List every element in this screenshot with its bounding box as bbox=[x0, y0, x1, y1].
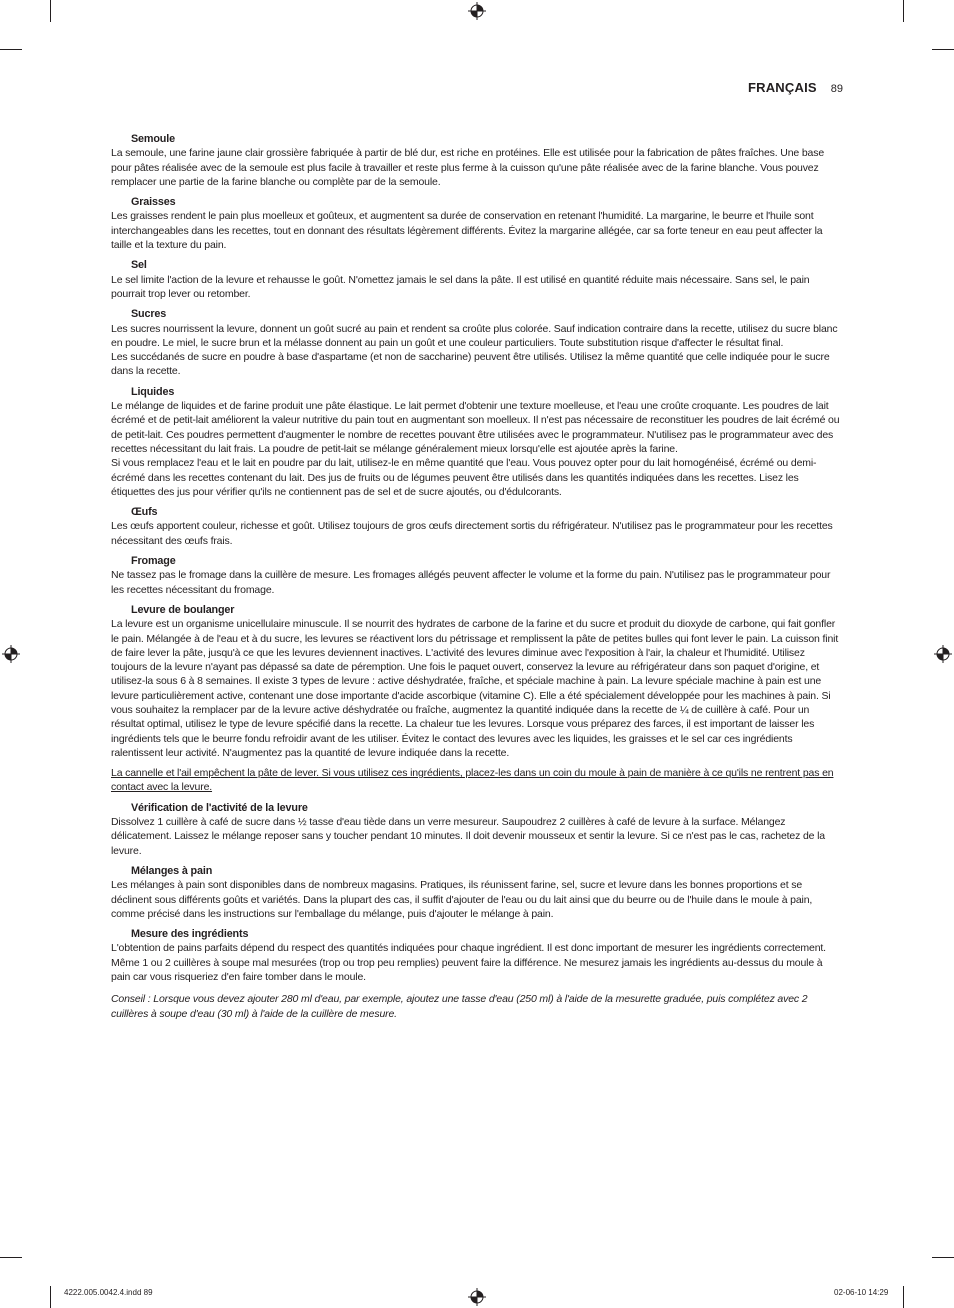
paragraph: Les mélanges à pain sont disponibles dans de nombreux magasins. Pratiques, ils réunissent farine, sel, sucre et levure dans les bonnes proportions et se déclinent sous différents goûts et variétés. Dans la plupart des cas, il suffit d'ajouter de l'eau ou du lait ainsi que du beurre ou de l'huile dans le moule à pain, comme précisé dans les instructions sur l'emballage du mélange, puis d'ajouter le mélange à pain. bbox=[111, 879, 813, 920]
section-body bbox=[111, 878, 843, 921]
crop-mark bbox=[903, 0, 904, 22]
section bbox=[111, 864, 843, 921]
paragraph: Les succédanés de sucre en poudre à base d'aspartame (et non de saccharine) peuvent être utilisés. Utilisez la même quantité que celle indiquée pour le sucre dans la recette. bbox=[111, 351, 830, 378]
crop-mark bbox=[903, 1286, 904, 1308]
section bbox=[111, 801, 843, 858]
registration-mark-icon bbox=[2, 645, 20, 663]
section bbox=[111, 307, 843, 378]
section bbox=[111, 258, 843, 301]
section bbox=[111, 132, 843, 189]
section-body bbox=[111, 568, 843, 597]
section-body bbox=[111, 519, 843, 548]
section-title: Semoule bbox=[131, 133, 175, 145]
paragraph: La semoule, une farine jaune clair grossière fabriquée à partir de blé dur, est riche en protéines. Elle est utilisée pour la fabrication de pâtes fraîches. Une base pour pâtes réalisée avec de la semoule est plus facile à travailler et reste plus ferme à la cuisson qu'une pâte réalisée avec de la farine blanche. Vous pouvez remplacer une partie de la farine blanche ou complète par de la semoule. bbox=[111, 147, 825, 188]
paragraph: Dissolvez 1 cuillère à café de sucre dans ½ tasse d'eau tiède dans un verre mesureur. Saupoudrez 2 cuillères à café de levure à la surface. Mélangez délicatement. Laissez le mélange reposer sans y toucher pendant 10 minutes. Il doit devenir mousseux et sentir la levure. Si ce n'est pas le cas, rachetez de la levure. bbox=[111, 816, 825, 857]
section-body bbox=[111, 815, 843, 858]
page-header bbox=[748, 80, 843, 95]
document-body bbox=[111, 132, 843, 1031]
section-body bbox=[111, 209, 843, 252]
crop-mark bbox=[0, 1257, 22, 1258]
section-body bbox=[111, 399, 843, 499]
section-title: Liquides bbox=[131, 385, 175, 398]
section-title: Vérification de l'activité de la levure bbox=[131, 801, 308, 814]
paragraph: Ne tassez pas le fromage dans la cuillère de mesure. Les fromages allégés peuvent affecter le volume et la forme du pain. N'utilisez pas le programmateur pour les recettes nécessitant du fromage. bbox=[111, 569, 831, 596]
registration-mark-icon bbox=[468, 1288, 486, 1306]
section bbox=[111, 927, 843, 984]
section-body bbox=[111, 617, 843, 760]
section-title: Levure de boulanger bbox=[131, 603, 235, 616]
paragraph: La levure est un organisme unicellulaire minuscule. Il se nourrit des hydrates de carbone de la farine et du sucre et produit du dioxyde de carbone, qui fait gonfler le pain. Mélangée à de l'eau et à du sucre, les levures se réactivent lors du pétrissage et remplissent la pâte de petites bulles qui font lever le pain. La cuisson finit de faire lever la pâte, jusqu'à ce que les levures deviennent inactives. L'activité des levures diminue avec l'exposition à l'air, la chaleur et l'humidité. Utilisez toujours de la levure n'ayant pas dépassé sa date de péremption. Une fois le paquet ouvert, conservez la levure au réfrigérateur dans son paquet d'origine, et utilisez-la sous 6 à 8 semaines. Il existe 3 types de levure : active déshydratée, fraîche, et spéciale machine à pain. La levure spéciale machine à pain est une levure particulièrement active, contenant une dose importante d'acide ascorbique (vitamine C). Elle a été spécialement développée pour les machines à pain. Si vous souhaitez la remplacer par de la levure active déshydratée ou fraîche, augmentez la quantité indiquée dans la recette de ¼ de cuillère à café. Pour un résultat optimal, utilisez le type de levure spécifié dans la recette. La chaleur tue les levures. Lorsque vous préparez des farces, il est important de laisser les ingrédients tels que le beurre fondu refroidir avant de les utiliser. Évitez le contact des levures avec les liquides, les graisses et le sel car ces ingrédients ralentissent leur activité. N'augmentez pas la quantité de levure indiquée dans la recette. bbox=[111, 618, 839, 759]
section-body bbox=[111, 146, 843, 189]
section bbox=[111, 554, 843, 597]
section-body bbox=[111, 941, 843, 984]
section-body bbox=[111, 273, 843, 302]
footer-file-info: 4222.005.0042.4.indd 89 bbox=[64, 1288, 153, 1297]
crop-mark bbox=[50, 0, 51, 22]
paragraph: Si vous remplacez l'eau et le lait en poudre par du lait, utilisez-le en même quantité que l'eau. Vous pouvez opter pour du lait homogénéisé, écrémé ou demi-écrémé dans les recettes contenant du lait. Des jus de fruits ou de légumes peuvent être utilisés dans les quantités indiquées dans les recettes. Lisez les étiquettes des jus pour vérifier qu'ils ne contiennent pas de sel et de sucre ajoutés, ou d'édulcorants. bbox=[111, 457, 817, 498]
registration-mark-icon bbox=[468, 2, 486, 20]
crop-mark bbox=[50, 1286, 51, 1308]
section-title: Fromage bbox=[131, 555, 176, 568]
section-title: Œufs bbox=[131, 506, 158, 519]
section-group bbox=[111, 132, 843, 760]
language-label: FRANÇAIS bbox=[747, 80, 817, 95]
crop-mark bbox=[0, 49, 22, 50]
section bbox=[111, 385, 843, 499]
footer-datetime: 02-06-10 14:29 bbox=[834, 1288, 889, 1297]
section-group bbox=[111, 801, 843, 985]
crop-mark bbox=[932, 49, 954, 50]
paragraph: L'obtention de pains parfaits dépend du respect des quantités indiquées pour chaque ingrédient. Il est donc important de mesurer les ingrédients correctement. Même 1 ou 2 cuillères à soupe mal mesurées (trop ou trop peu remplies) peuvent faire la différence. Ne mesurez jamais les ingrédients au-dessus du moule à pain car vous risqueriez d'en faire tomber dans le moule. bbox=[111, 942, 826, 984]
paragraph: Les graisses rendent le pain plus moelleux et goûteux, et augmentent sa durée de conservation en retenant l'humidité. La margarine, le beurre et l'huile sont interchangeables dans les recettes, tout en donnant des résultats légèrement différents. Évitez la margarine allégée, car sa forte teneur en eau peut affecter la taille et la texture du pain. bbox=[111, 210, 823, 252]
section bbox=[111, 505, 843, 548]
section bbox=[111, 603, 843, 760]
section bbox=[111, 195, 843, 252]
section-title: Sel bbox=[131, 259, 147, 272]
section-title: Sucres bbox=[131, 308, 167, 321]
paragraph: Le mélange de liquides et de farine produit une pâte élastique. Le lait permet d'obtenir une texture moelleuse, et l'eau une croûte croquante. Les poudres de lait écrémé et de petit-lait améliorent la valeur nutritive du pain tout en augmentant son moelleux. Il n'est pas nécessaire de reconstituer les poudres de lait écrémé ou de petit-lait. Ces poudres permettent d'augmenter le nombre de recettes pouvant être utilisées avec le programmateur. N'utilisez pas le programmateur avec des recettes nécessitant du lait frais. La poudre de petit-lait se mélange généralement mieux lorsqu'elle est ajoutée après la farine. bbox=[111, 400, 840, 455]
underlined-note: La cannelle et l'ail empêchent la pâte de lever. Si vous utilisez ces ingrédients, placez-les dans un coin du moule à pain de manière à ce qu'ils ne rentrent pas en contact avec la levure. bbox=[111, 767, 834, 794]
crop-mark bbox=[932, 1257, 954, 1258]
tip-text: Conseil : Lorsque vous devez ajouter 280 ml d'eau, par exemple, ajoutez une tasse d'eau (250 ml) à l'aide de la mesurette graduée, puis complétez avec 2 cuillères à soupe d'eau (30 ml) à l'aide de la cuillère de mesure. bbox=[111, 993, 808, 1020]
paragraph: Les œufs apportent couleur, richesse et goût. Utilisez toujours de gros œufs directement sortis du réfrigérateur. N'utilisez pas le programmateur pour les recettes nécessitant des œufs frais. bbox=[111, 520, 833, 547]
page-number: 89 bbox=[830, 83, 843, 95]
section-title: Mesure des ingrédients bbox=[131, 928, 249, 941]
registration-mark-icon bbox=[934, 645, 952, 663]
section-body bbox=[111, 322, 843, 379]
section-title: Graisses bbox=[131, 196, 176, 209]
paragraph: Les sucres nourrissent la levure, donnent un goût sucré au pain et rendent sa croûte plus colorée. Sauf indication contraire dans la recette, utilisez du sucre blanc en poudre. Le miel, le sucre brun et la mélasse donnent au pain un goût et une couleur particuliers. Toute substitution risque d'affecter le résultat final. bbox=[111, 322, 838, 349]
paragraph: Le sel limite l'action de la levure et rehausse le goût. N'omettez jamais le sel dans la pâte. Il est utilisé en quantité réduite mais nécessaire. Sans sel, le pain pourrait trop lever ou retomber. bbox=[111, 273, 810, 300]
section-title: Mélanges à pain bbox=[131, 864, 213, 877]
